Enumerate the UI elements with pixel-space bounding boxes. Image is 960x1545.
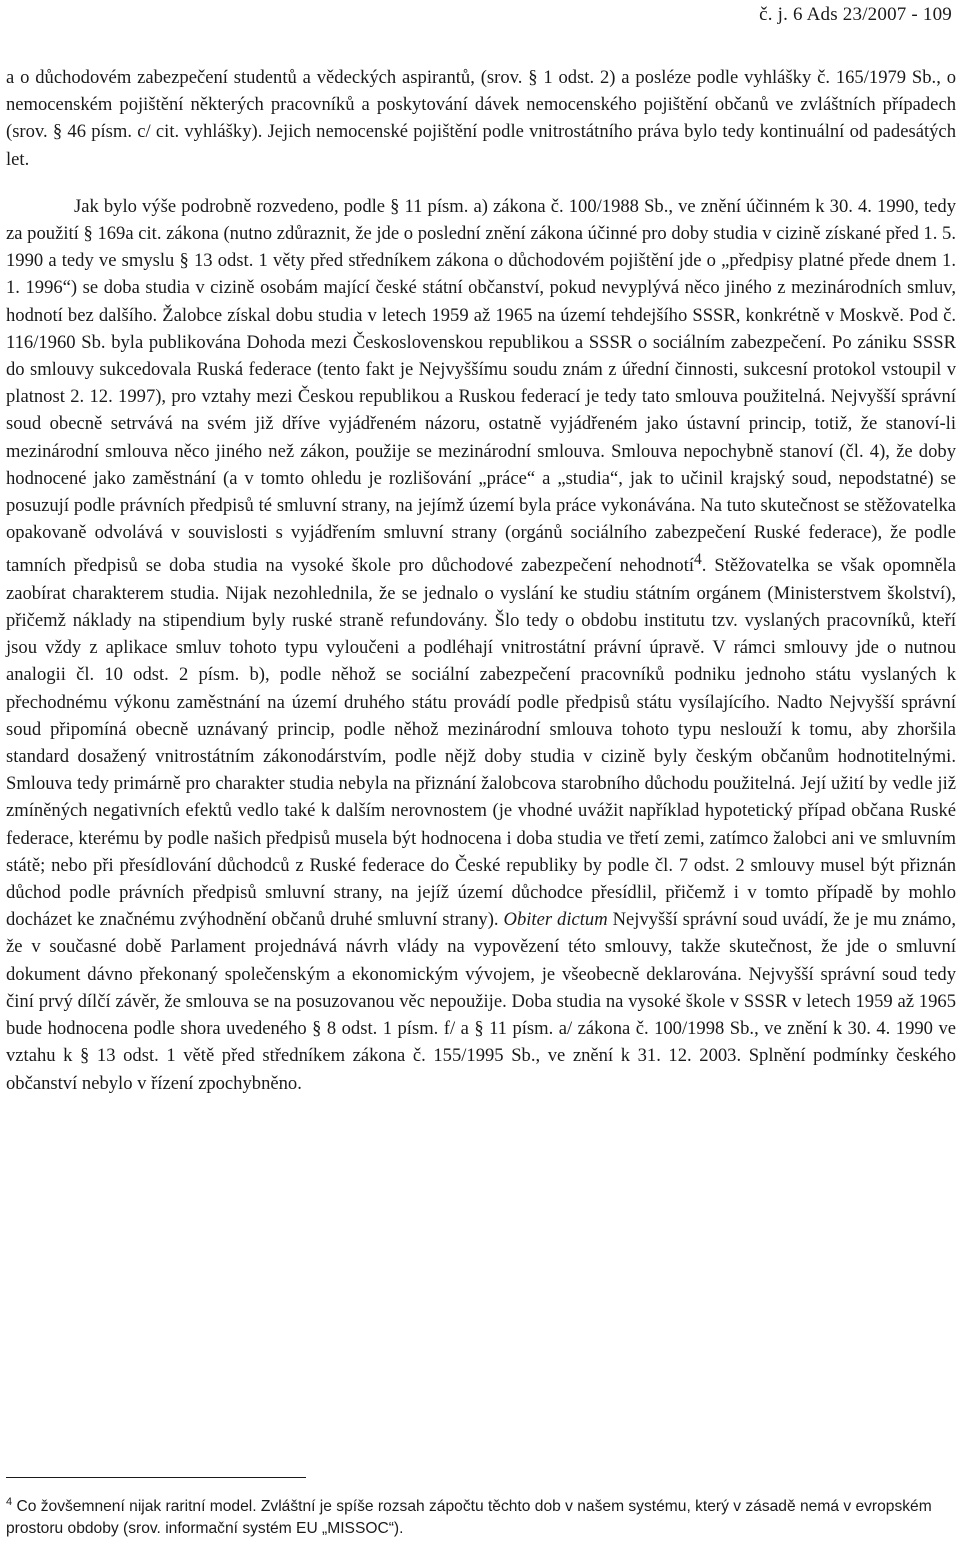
paragraph-main-text-3: Nejvyšší správní soud uvádí, že je mu známo, že v současné době Parlament projednává návrh vlády na vypovězení této smlouvy, takže skutečnost, že jde o smluvní dokument dávno překonaný společenským a ekonomickým vývojem, je všeobecně deklarována. Nejvyšší správní soud tedy činí prvý dílčí závěr, že smlouva se na posuzovanou věc nepoužije. Doba studia na vysoké škole v SSSR v letech 1959 až 1965 bude hodnocena podle shora uvedeného § 8 odst. 1 písm. f/ a § 11 písm. a/ zákona č. 100/1998 Sb., ve znění k 30. 4. 1990 ve vztahu k § 13 odst. 1 větě před středníkem zákona č. 155/1995 Sb., ve znění k 31. 12. 2003. Splnění podmínky českého občanství nebylo v řízení zpochybněno. (6, 909, 956, 1094)
paragraph-main-text-2: . Stěžovatelka se však opomněla zaobírat charakterem studia. Nijak nezohlednila, že se jednalo o vyslání ke studiu státním orgánem (Ministerstvem školství), přičemž náklady na stipendium byly ruské straně refundovány. Šlo tedy o obdobu institutu tzv. vyslaných pracovníků, kteří jsou vždy z aplikace smluv tohoto typu vyloučeni a podléhají vnitrostátní právní úpravě. V rámci smlouvy jde o nutnou analogii čl. 10 odst. 2 písm. b), podle něhož se sociální zabezpečení pracovníků podniku jednoho státu vyslaných k přechodnému výkonu zaměstnání na území druhého státu provádí podle předpisů státu vysílajícího. Nadto Nejvyšší správní soud připomíná obecně uznávaný princip, podle něhož mezinárodní smlouva tohoto typu neslouží k tomu, aby zhoršila standard dosažený vnitrostátním zákonodárstvím, podle nějž doby studia v cizině byly českým občanům hodnotitelnými. Smlouva tedy primárně pro charakter studia nebyla na přiznání žalobcova starobního důchodu použitelná. Její užití by vedle již zmíněných negativních efektů vedlo také k dalším nerovnostem (je vhodné uvážit například hypotetický případ občana Ruské federace, kterému by podle našich předpisů musela být hodnocena i doba studia ve třetí zemi, zatímco žalobci ani ve smluvním státě; nebo při přesídlování důchodců z Ruské federace do České republiky by podle čl. 7 odst. 2 smlouvy musel být přiznán důchod podle právních předpisů smluvní strany, na jejíž území důchodce přesídlil, přičemž i v tomto případě by mohlo docházet ke značnému zvýhodnění občanů druhé smluvní strany). (6, 555, 956, 931)
obiter-dictum-phrase: Obiter dictum (503, 909, 608, 931)
paragraph-main (6, 193, 956, 1097)
page-header-case-number: č. j. 6 Ads 23/2007 - 109 (759, 4, 952, 25)
footnote-text: Co žovšemnení nijak raritní model. Zvláštní je spíše rozsah zápočtu těchto dob v našem systému, který v zásadě nemá v evropském prostoru obdoby (srov. informační systém EU „MISSOC“). (6, 1498, 932, 1538)
footnote-divider (6, 1477, 306, 1478)
paragraph-main-text-1: Jak bylo výše podrobně rozvedeno, podle § 11 písm. a) zákona č. 100/1988 Sb., ve znění účinném k 30. 4. 1990, tedy za použití § 169a cit. zákona (nutno zdůraznit, že jde o poslední znění zákona účinné pro doby studia v cizině získané před 1. 5. 1990 a tedy ve smyslu § 13 odst. 1 věty před středníkem zákona o důchodovém pojištění jde o „předpisy platné přede dnem 1. 1. 1996“) se doba studia v cizině osobám mající české státní občanství, pokud nevyplývá něco jiného z mezinárodních smluv, hodnotí bez dalšího. Žalobce získal dobu studia v letech 1959 až 1965 na území tehdejšího SSSR, konkrétně v Moskvě. Pod č. 116/1960 Sb. byla publikována Dohoda mezi Československou republikou a SSSR o sociálním zabezpečení. Po zániku SSSR do smlouvy sukcedovala Ruská federace (tento fakt je Nejvyššímu soudu znám z úřední činnosti, sukcesní protokol vstoupil v platnost 2. 12. 1997), pro vztahy mezi Českou republikou a Ruskou federací je tedy tato smlouva použitelná. Nejvyšší správní soud obecně setrvává na svém již dříve vyjádřeném názoru, ostatně vyjádřeném jako ústavní princip, totiž, že stanoví-li mezinárodní smlouva něco jiného než zákon, použije se mezinárodní smlouva. Smlouva nepochybně stanoví (čl. 4), že doby hodnocené jako zaměstnání (a v tomto ohledu je rozlišování „práce“ a „studia“, jak to učinil krajský soud, nepodstatné) se posuzují podle právních předpisů té smluvní strany, na jejímž území byla práce vykonávána. Na tuto skutečnost se stěžovatelka opakovaně odvolává v souvislosti s vyjádřením smluvní strany (orgánů sociálního zabezpečení Ruské federace), že podle tamních předpisů se doba studia na vysoké škole pro důchodové zabezpečení nehodnotí (6, 195, 956, 577)
footnote (6, 1491, 956, 1540)
document-body (6, 64, 956, 1097)
paragraph-intro-text: a o důchodovém zabezpečení studentů a vědeckých aspirantů, (srov. § 1 odst. 2) a posléze podle vyhlášky č. 165/1979 Sb., o nemocenském pojištění některých pracovníků a poskytování dávek nemocenského pojištění občanů ve zvláštních případech (srov. § 46 písm. c/ cit. vyhlášky). Jejich nemocenské pojištění podle vnitrostátního práva bylo tedy kontinuální od padesátých let. (6, 67, 956, 170)
footnote-marker: 4 (6, 1496, 13, 1508)
paragraph-intro (6, 64, 956, 173)
footnote-reference[interactable]: 4 (694, 551, 702, 569)
